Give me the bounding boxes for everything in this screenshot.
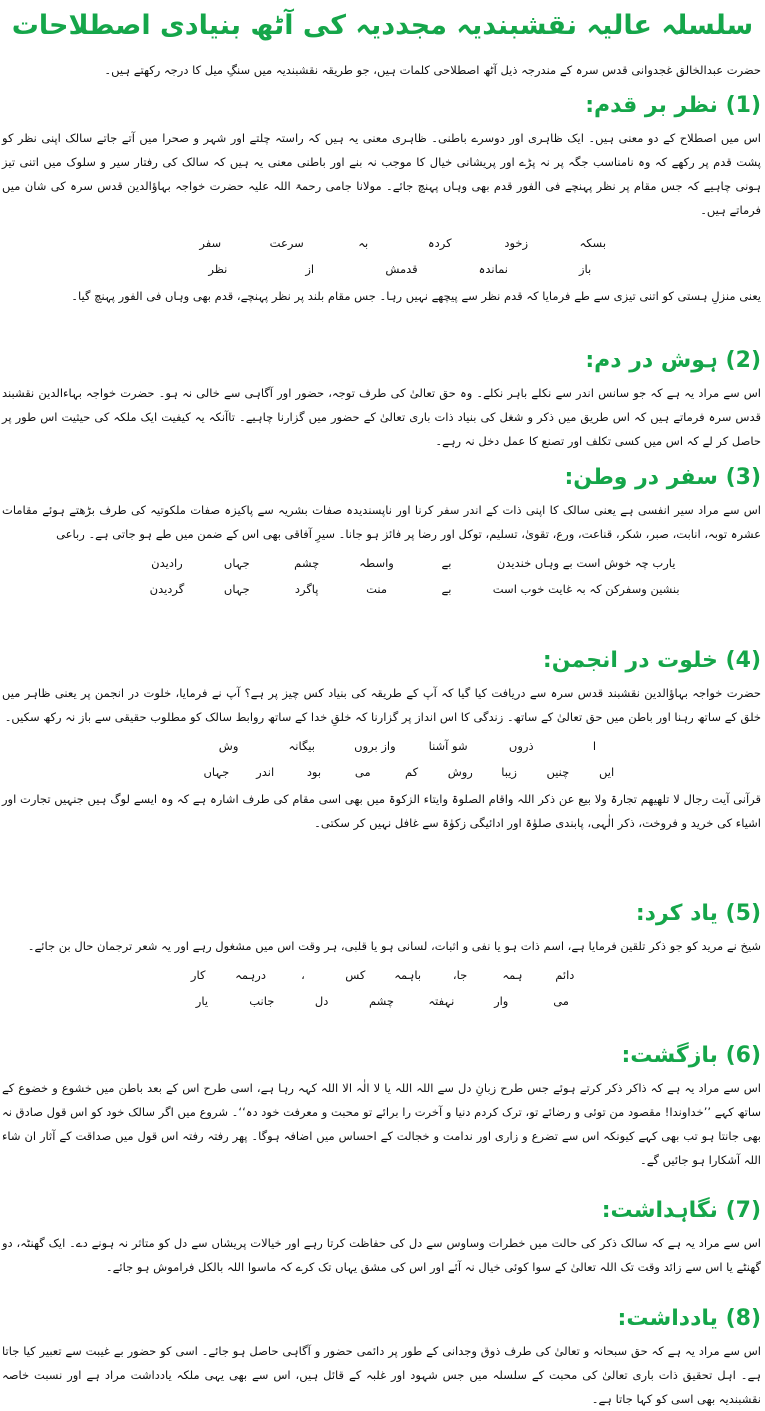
verse-word: قدمش bbox=[385, 262, 418, 276]
section-heading: (1) نظر بر قدم: bbox=[585, 93, 761, 118]
verse-word: بے bbox=[441, 582, 452, 596]
verse-word: روش bbox=[447, 765, 473, 779]
section-text: اس سے مراد یہ ہے کہ ذاکر ذکر کرتے ہوئے جس طرح زبانِ دل سے اللہ اللہ یا لا الٰہ الا اللہ کہہ رہا ہے، اسی طرح اس کے بعد باطن میں خشوع و خضوع کے ساتھ کہے ’’خداوندا! مقصود من توئی و رضائے تو، ترک کردم دنیا و آخرت را برائے تو محبت و معرفت خود دہ‘‘۔ شروع میں اگر سالک خود کو اس قول صادق نہ بھی جانتا ہو تب بھی کہے کیونکہ اس سے تضرع و زاری اور ندامت و خجالت کے احساس میں اضافہ ہوگا۔ پھر رفتہ رفتہ اس قول میں صداقت کے آثار ان شاء اللہ آشکارا ہو جائیں گے۔ bbox=[2, 1081, 761, 1167]
section-2 bbox=[2, 345, 765, 453]
section-text: یعنی منزلِ ہستی کو اتنی تیزی سے طے فرمایا کہ قدم نظر سے پیچھے نہیں رہا۔ جس مقام بلند پر نظر پہنچے، قدم بھی وہاں فی الفور پہنچ گیا۔ bbox=[71, 289, 761, 303]
verse-row bbox=[2, 258, 761, 280]
section-heading: (2) ہوش در دم: bbox=[585, 348, 761, 373]
verse-word: بود bbox=[306, 765, 322, 779]
section-text: اس میں اصطلاح کے دو معنی ہیں۔ ایک ظاہری اور دوسرے باطنی۔ ظاہری معنی یہ ہیں کہ راستہ چلتے اور شہر و صحرا میں آتے جاتے سالک اپنی نظر کو پشت قدم پر رکھے کہ وہ نامناسب جگہ پر نہ پڑے اور پریشانی خیال کا موجب نہ بنے اور باطنی معنی یہ ہیں کہ سالک کی رفتار سیر و سلوک میں اتنی تیز ہونی چاہیے کہ جس مقام پر نظر پہنچے فی الفور قدم بھی وہاں پہنچ جائے۔ مولانا جامی رحمۃ اللہ علیہ حضرت خواجہ بہاؤالدین قدس سرہ کی شان میں فرماتے ہیں۔ bbox=[2, 131, 761, 217]
verse-word: سرعت bbox=[269, 236, 304, 250]
section-text: اس سے مراد یہ ہے کہ جو سانس اندر سے نکلے باہر نکلے۔ وہ حق تعالیٰ کی طرف توجہ، حضور اور آگاہی سے خالی نہ ہو۔ حضرت خواجہ بہاءالدین نقشبند قدس سرہ فرماتے ہیں کہ اس طریق میں ذکر و شغل کی بنیاد ذات باری تعالیٰ کے حضور میں گزارنا چاہیے۔ تاآنکہ یہ کیفیت ایک ملکہ کی حیثیت اس طور پر حاصل کر لے کہ اس میں کسی تکلف اور تصنع کا عمل دخل نہ رہے۔ bbox=[2, 386, 761, 448]
verse-word: بہ bbox=[358, 236, 369, 250]
verse-row bbox=[2, 735, 761, 757]
verse-word: بسکہ bbox=[579, 236, 607, 250]
verse-row bbox=[2, 552, 761, 574]
verse-word: بیگانہ bbox=[288, 739, 315, 753]
section-text: اس سے مراد سیر انفسی ہے یعنی سالک کا اپنی ذات کے اندر سفر کرنا اور ناپسندیدہ صفات بشریہ سے پاکیزہ صفات ملکوتیہ کی طرف بڑھتے ہوئے مقامات عشرہ توبہ، انابت، صبر، شکر، قناعت، ورع، تقویٰ، تسلیم، توکل اور رضا پر فائز ہو جانا۔ سیرِ آفاقی بھی اس کے ضمن میں طے ہو جاتی ہے۔ رباعی bbox=[2, 503, 761, 541]
verse-word: ، bbox=[301, 968, 305, 982]
verse-word: وار bbox=[494, 994, 509, 1008]
verse-word: جہاں bbox=[203, 765, 230, 779]
verse-word: چنیں bbox=[546, 765, 570, 779]
verse-word: درہمہ bbox=[235, 968, 266, 982]
verse-word: یار bbox=[195, 994, 209, 1008]
verse-row bbox=[2, 761, 761, 783]
verse-word: ایں bbox=[599, 765, 615, 779]
verse-word: کم bbox=[404, 765, 419, 779]
verse-word: ذروں bbox=[508, 739, 534, 753]
verse-word: سفر bbox=[199, 236, 222, 250]
section-7 bbox=[2, 1195, 765, 1279]
verse-word: گردیدن bbox=[149, 582, 185, 596]
section-heading: (7) نگاہداشت: bbox=[601, 1198, 761, 1223]
verse-word: ہمہ bbox=[502, 968, 523, 982]
verse-word: بے bbox=[441, 556, 452, 570]
verse-row bbox=[2, 990, 761, 1012]
section-text: اس سے مراد یہ ہے کہ سالک ذکر کی حالت میں خطرات وساوس سے دل کی حفاظت کرتا رہے اور خیالات پریشاں سے دل کو متاثر نہ ہونے دے۔ ایک گھنٹہ، دو گھنٹے یا اس سے زائد وقت تک اللہ تعالیٰ کے سوا کوئی خیال نہ آئے اور اس کی مشق یہاں تک کرے کہ ماسوا اللہ بالکل فراموش ہو جائے۔ bbox=[2, 1236, 761, 1274]
verse-word: نماندہ bbox=[478, 262, 508, 276]
verse-word: کس bbox=[345, 968, 366, 982]
section-8 bbox=[2, 1303, 765, 1411]
verse-row bbox=[2, 578, 761, 600]
verse-word: کار bbox=[190, 968, 206, 982]
verse-word: دائم bbox=[555, 968, 575, 982]
verse-word: رادیدن bbox=[151, 556, 183, 570]
verse-word: یارب چہ خوش است بے وہاں خندیدن bbox=[496, 556, 676, 570]
verse-word: منت bbox=[366, 582, 388, 596]
verse-word: باہمہ bbox=[394, 968, 422, 982]
verse-word: زخود bbox=[504, 236, 529, 250]
section-heading: (6) بازگشت: bbox=[621, 1043, 761, 1068]
verse-row bbox=[2, 232, 761, 254]
section-6 bbox=[2, 1040, 765, 1172]
verse-word: جانب bbox=[249, 994, 275, 1008]
verse-word: جا، bbox=[452, 968, 468, 982]
intro-text: حضرت عبدالخالق غجدوانی قدس سرہ کے مندرجہ ذیل آٹھ اصطلاحی کلمات ہیں، جو طریقہ نقشبندیہ میں سنگِ میل کا درجہ رکھتے ہیں۔ bbox=[104, 63, 761, 77]
verse-word: شو آشنا bbox=[428, 739, 468, 753]
verse-word: از bbox=[305, 262, 315, 276]
section-1 bbox=[2, 90, 765, 308]
verse-word: دل bbox=[314, 994, 329, 1008]
verse-word: وش bbox=[218, 739, 239, 753]
verse-word: زیبا bbox=[501, 765, 517, 779]
verse-word: بنشین وسفرکن کہ بہ غایت خوب است bbox=[492, 582, 680, 596]
verse-word: جہاں bbox=[223, 582, 250, 596]
section-text: اس سے مراد یہ ہے کہ حق سبحانہ و تعالیٰ کی طرف ذوق وجدانی کے طور پر دائمی حضور و آگاہی حاصل ہو جائے۔ اسی کو حضور بے غیبت سے تعبیر کیا جاتا ہے۔ اہل تحقیق ذات باری تعالیٰ کی محبت کے سلسلہ میں جس شہود اور غلبہ کے قائل ہیں، اس سے بھی یہی ملکہ یادداشت مراد ہے اور نسبت خاصہ نقشبندیہ بھی اسی کو کہا جاتا ہے۔ bbox=[2, 1344, 761, 1406]
section-heading: (5) یاد کرد: bbox=[635, 901, 761, 926]
verse-word: نہفتہ bbox=[428, 994, 455, 1008]
verse-word: اندر bbox=[256, 765, 275, 779]
section-heading: (8) یادداشت: bbox=[617, 1306, 761, 1331]
section-text: حضرت خواجہ بہاؤالدین نقشبند قدس سرہ سے دریافت کیا گیا کہ آپ کے طریقہ کی بنیاد کس چیز پر ہے؟ آپ نے فرمایا، خلوت در انجمن پر یعنی ظاہر میں خلق کے ساتھ رہنا اور باطن میں حق تعالیٰ کے ساتھ۔ زندگی کا اس انداز پر گزارنا کہ خلقِ خدا کے ساتھ روابط سالک کو مطلوب حقیقی سے باز نہ رکھ سکیں۔ bbox=[2, 686, 761, 724]
section-text: شیخ نے مرید کو جو ذکر تلقین فرمایا ہے، اسم ذات ہو یا نفی و اثبات، لسانی ہو یا قلبی، ہر وقت اس میں مشغول رہے اور یہ شعر ترجمان حال بن جائے۔ bbox=[27, 939, 761, 953]
verse-word: نظر bbox=[208, 262, 228, 276]
section-heading: (4) خلوت در انجمن: bbox=[542, 648, 761, 673]
verse-word: جہاں bbox=[223, 556, 250, 570]
intro bbox=[2, 58, 765, 82]
verse-word: واسطہ bbox=[359, 556, 394, 570]
section-4 bbox=[2, 645, 765, 835]
verse-word: می bbox=[553, 994, 569, 1008]
verse-word: واز بروں bbox=[354, 739, 396, 753]
section-heading: (3) سفر در وطن: bbox=[564, 465, 761, 490]
verse-word: پاگرد bbox=[294, 582, 319, 596]
verse-row bbox=[2, 964, 761, 986]
verse-word: ا bbox=[592, 739, 597, 753]
section-5 bbox=[2, 898, 765, 1016]
verse-word: باز bbox=[578, 262, 592, 276]
verse-word: چشم bbox=[294, 556, 320, 570]
section-text: قرآنی آیت رجال لا تلھیھم تجارۃ ولا بیع عن ذکر اللہ واقام الصلوۃ وایتاء الزکوۃ میں بھی اسی مقام کی طرف اشارہ ہے کہ وہ ایسے لوگ ہیں جنہیں تجارت اور اشیاء کی خرید و فروخت، ذکر الٰہی، پابندی صلوٰۃ اور ادائیگی زکوٰۃ سے غافل نہیں کر سکتی۔ bbox=[2, 792, 761, 830]
verse-word: کردہ bbox=[427, 236, 452, 250]
verse-word: چشم bbox=[368, 994, 395, 1008]
page-title: سلسلہ عالیہ نقشبندیہ مجددیہ کی آٹھ بنیادی اصطلاحات bbox=[11, 10, 754, 41]
section-3 bbox=[2, 462, 765, 604]
verse-word: می bbox=[354, 765, 371, 779]
